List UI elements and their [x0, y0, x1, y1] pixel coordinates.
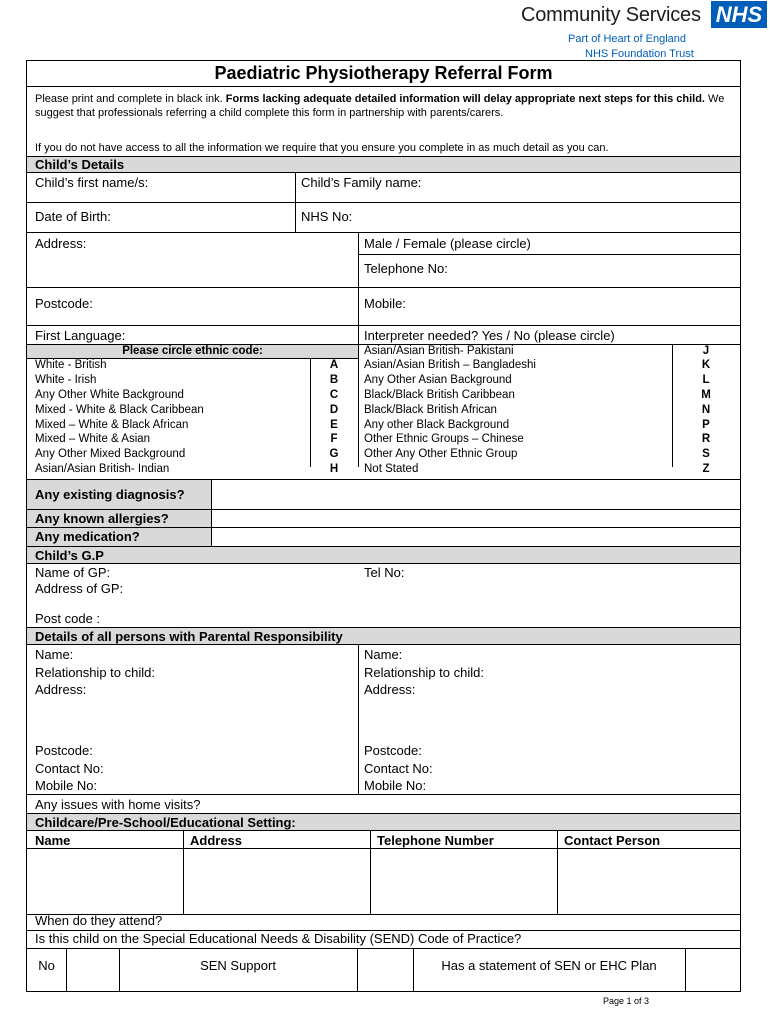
first-language-field[interactable]: First Language:: [35, 328, 126, 343]
ethnic-code[interactable]: P: [702, 419, 710, 431]
ethnic-code[interactable]: A: [329, 359, 339, 371]
ethnic-code[interactable]: D: [329, 404, 339, 416]
parent2-name-field[interactable]: Name:: [364, 647, 403, 662]
ethnic-code-heading: Please circle ethnic code:: [122, 345, 263, 357]
ethnic-option[interactable]: Asian/Asian British- Pakistani: [364, 345, 514, 357]
parental-responsibility-heading: Details of all persons with Parental Responsibility: [35, 629, 343, 644]
ethnic-code[interactable]: F: [330, 433, 338, 445]
intro-plain-2: We suggest that professionals referring a child complete this form in partnership with parents/carers.: [35, 93, 725, 119]
send-option-sen-support-label: SEN Support: [200, 958, 276, 973]
child-postcode-field[interactable]: Postcode:: [35, 296, 93, 311]
ethnic-option[interactable]: Any Other Asian Background: [364, 374, 512, 386]
ethnic-code[interactable]: H: [329, 463, 339, 475]
gp-name-field[interactable]: Name of GP:: [35, 565, 111, 580]
child-address-field[interactable]: Address:: [35, 236, 87, 251]
send-option-sen-support-box[interactable]: [358, 949, 413, 992]
child-telephone-field[interactable]: Telephone No:: [364, 261, 448, 276]
ethnic-code[interactable]: M: [701, 389, 711, 401]
child-family-name-field[interactable]: Child’s Family name:: [301, 175, 422, 190]
intro-bold: Forms lacking adequate detailed information will delay appropriate next steps for this child.: [225, 93, 705, 105]
educational-setting-heading: Childcare/Pre-School/Educational Setting:: [35, 815, 296, 830]
parent2-mobile-field[interactable]: Mobile No:: [364, 778, 427, 793]
nhs-number-field[interactable]: NHS No:: [301, 209, 353, 224]
existing-diagnosis-label: Any existing diagnosis?: [35, 487, 185, 502]
ethnic-code[interactable]: J: [702, 345, 710, 357]
ethnic-option[interactable]: Asian/Asian British – Bangladeshi: [364, 359, 536, 371]
ethnic-option[interactable]: Black/Black British African: [364, 404, 497, 416]
parent2-postcode-field[interactable]: Postcode:: [364, 743, 422, 758]
trust-line-1: Part of Heart of England: [568, 33, 687, 45]
ethnic-option[interactable]: Other Any Other Ethnic Group: [364, 448, 518, 460]
intro-plain-1: Please print and complete in black ink.: [35, 93, 226, 105]
column-contact-person: Contact Person: [564, 833, 661, 848]
send-option-ehc-plan-label: Has a statement of SEN or EHC Plan: [441, 958, 657, 973]
parent1-name-field[interactable]: Name:: [35, 647, 74, 662]
send-question: Is this child on the Special Educational Needs & Disability (SEND) Code of Practice?: [35, 931, 522, 946]
column-name: Name: [35, 833, 71, 848]
parent1-relationship-field[interactable]: Relationship to child:: [35, 665, 155, 680]
ethnic-code[interactable]: S: [702, 448, 710, 460]
parent1-mobile-field[interactable]: Mobile No:: [35, 778, 98, 793]
ethnic-option[interactable]: Mixed - White & Black Caribbean: [35, 404, 204, 416]
ethnic-code[interactable]: K: [701, 359, 711, 371]
child-first-name-field[interactable]: Child’s first name/s:: [35, 175, 149, 190]
column-telephone: Telephone Number: [377, 833, 494, 848]
ethnic-option[interactable]: Any Other White Background: [35, 389, 184, 401]
setting-telephone-cell[interactable]: [371, 849, 557, 914]
setting-contact-cell[interactable]: [558, 849, 741, 914]
ethnic-option[interactable]: Mixed – White & Black African: [35, 419, 189, 431]
ethnic-code[interactable]: L: [702, 374, 710, 386]
child-mobile-field[interactable]: Mobile:: [364, 296, 406, 311]
ethnic-code[interactable]: G: [329, 448, 339, 460]
gp-postcode-field[interactable]: Post code :: [35, 611, 101, 626]
trust-line-2: NHS Foundation Trust: [585, 48, 694, 60]
send-option-ehc-plan-box[interactable]: [686, 949, 741, 992]
send-option-no-box[interactable]: [67, 949, 119, 992]
ethnic-code[interactable]: E: [330, 419, 338, 431]
childs-gp-heading: Child’s G.P: [35, 548, 104, 563]
ethnic-code[interactable]: R: [701, 433, 711, 445]
parent2-address-field[interactable]: Address:: [364, 682, 416, 697]
form-title: Paediatric Physiotherapy Referral Form: [214, 63, 553, 83]
parent1-postcode-field[interactable]: Postcode:: [35, 743, 93, 758]
known-allergies-label: Any known allergies?: [35, 511, 169, 526]
setting-name-cell[interactable]: [27, 849, 183, 914]
childs-details-heading: Child’s Details: [35, 157, 125, 172]
medication-label: Any medication?: [35, 529, 140, 544]
ethnic-option[interactable]: Black/Black British Caribbean: [364, 389, 515, 401]
nhs-logo: NHS: [711, 1, 767, 28]
ethnic-option[interactable]: Any other Black Background: [364, 419, 510, 431]
parent2-contact-field[interactable]: Contact No:: [364, 761, 433, 776]
parent2-relationship-field[interactable]: Relationship to child:: [364, 665, 484, 680]
organisation-name: Community Services: [521, 4, 701, 26]
ethnic-option[interactable]: White - Irish: [35, 374, 97, 386]
ethnic-code[interactable]: B: [329, 374, 339, 386]
ethnic-option[interactable]: White - British: [35, 359, 107, 371]
ethnic-code[interactable]: Z: [702, 463, 710, 475]
date-of-birth-field[interactable]: Date of Birth:: [35, 209, 111, 224]
intro-text: [35, 92, 725, 120]
ethnic-option[interactable]: Any Other Mixed Background: [35, 448, 186, 460]
column-address: Address: [190, 833, 243, 848]
page-number: Page 1 of 3: [603, 996, 650, 1006]
ethnic-code[interactable]: N: [701, 404, 711, 416]
ethnic-option[interactable]: Asian/Asian British- Indian: [35, 463, 170, 475]
home-visits-field[interactable]: Any issues with home visits?: [35, 797, 201, 812]
referral-form: [26, 60, 741, 992]
intro-note: If you do not have access to all the information we require that you ensure you complete in as much detail as you can.: [35, 142, 609, 154]
gender-field[interactable]: Male / Female (please circle): [364, 236, 531, 251]
ethnic-option[interactable]: Not Stated: [364, 463, 419, 475]
ethnic-option[interactable]: Other Ethnic Groups – Chinese: [364, 433, 524, 445]
ethnic-option[interactable]: Mixed – White & Asian: [35, 433, 151, 445]
setting-address-cell[interactable]: [184, 849, 370, 914]
parent1-address-field[interactable]: Address:: [35, 682, 87, 697]
interpreter-needed-field[interactable]: Interpreter needed? Yes / No (please circle): [364, 328, 615, 343]
attendance-field[interactable]: When do they attend?: [35, 913, 163, 928]
gp-address-field[interactable]: Address of GP:: [35, 581, 124, 596]
gp-tel-field[interactable]: Tel No:: [364, 565, 405, 580]
parent1-contact-field[interactable]: Contact No:: [35, 761, 104, 776]
ethnic-code[interactable]: C: [329, 389, 339, 401]
send-option-no-label: No: [38, 958, 55, 973]
